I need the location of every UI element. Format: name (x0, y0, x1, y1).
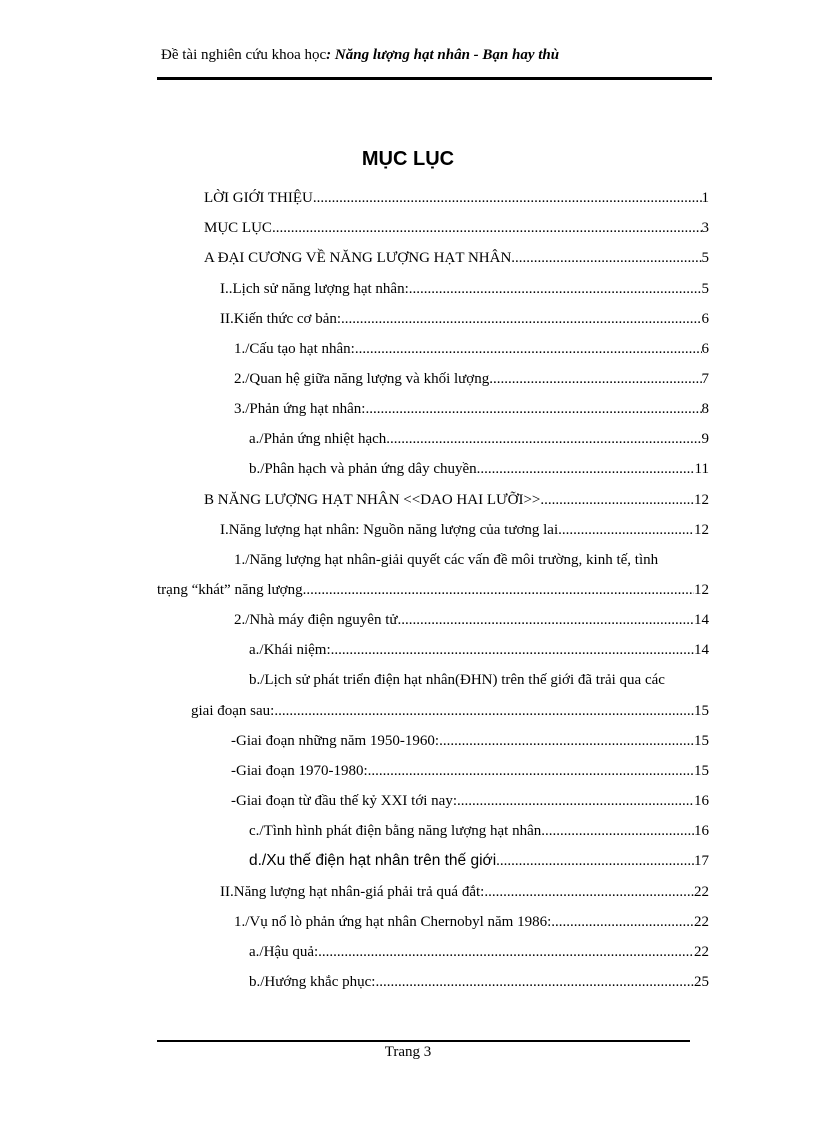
leader-dots (341, 308, 701, 330)
toc-entry[interactable] (157, 579, 709, 601)
leader-dots (368, 760, 694, 782)
toc-entry[interactable] (249, 941, 709, 963)
toc-entry[interactable] (249, 428, 709, 450)
toc-entry-page: 1 (701, 190, 709, 206)
toc-entry-page: 12 (694, 492, 709, 508)
leader-dots (541, 820, 694, 842)
toc-entry-page: 15 (694, 763, 709, 779)
toc-entry-label: A ĐẠI CƯƠNG VỀ NĂNG LƯỢNG HẠT NHÂN (204, 250, 512, 266)
leader-dots (272, 217, 702, 239)
toc-entry[interactable] (234, 368, 709, 390)
page-header (161, 47, 711, 64)
leader-dots (457, 790, 694, 812)
toc-entry-label: b./Hướng khắc phục: (249, 974, 376, 990)
toc-entry-label: 1./Cấu tạo hạt nhân: (234, 341, 355, 357)
toc-entry[interactable] (220, 308, 709, 330)
toc-entry-label: 3./Phản ứng hạt nhân: (234, 401, 366, 417)
leader-dots (313, 187, 702, 209)
toc-entry-label: a./Hậu quả: (249, 944, 319, 960)
toc-entry-page: 3 (701, 220, 709, 236)
toc-entry-page: 15 (694, 733, 709, 749)
toc-entry-label: II.Năng lượng hạt nhân-giá phải trả quá đắt: (220, 884, 485, 900)
toc-entry-page: 7 (701, 371, 709, 387)
toc-entry-page: 6 (701, 311, 709, 327)
toc-entry-label: II.Kiến thức cơ bản: (220, 311, 342, 327)
toc-entry-label: 2./Nhà máy điện nguyên tử (234, 612, 398, 628)
toc-entry[interactable] (231, 760, 709, 782)
toc-entry-label: -Giai đoạn những năm 1950-1960: (231, 733, 440, 749)
toc-entry[interactable] (220, 278, 709, 300)
leader-dots (558, 519, 694, 541)
toc-entry[interactable] (249, 458, 709, 480)
leader-dots (551, 911, 694, 933)
toc-entry-page: 14 (694, 612, 709, 628)
toc-entry-page: 6 (701, 341, 709, 357)
toc-entry-page: 15 (694, 703, 709, 719)
toc-entry-page: 25 (694, 974, 709, 990)
page-title: MỤC LỤC (361, 148, 455, 170)
toc-entry[interactable] (204, 217, 709, 239)
toc-entry[interactable] (220, 519, 709, 541)
toc-entry-label: b./Phân hạch và phản ứng dây chuyền (249, 461, 477, 477)
toc-entry-label: d./Xu thế điện hạt nhân trên thế giới (249, 852, 497, 869)
toc-entry-page: 9 (701, 431, 709, 447)
toc-entry-label: trạng “khát” năng lượng. (157, 582, 307, 598)
toc-entry[interactable] (249, 639, 709, 661)
page-number: Trang 3 (384, 1044, 432, 1060)
toc-entry[interactable] (204, 187, 709, 209)
toc-entry-label: B NĂNG LƯỢNG HẠT NHÂN <<DAO HAI LƯỠI>> (204, 492, 541, 508)
toc-entry[interactable] (204, 489, 709, 511)
toc-entry[interactable] (234, 398, 709, 420)
toc-entry-label: -Giai đoạn từ đầu thế kỷ XXI tới nay: (231, 793, 458, 809)
toc-entry-label: 2./Quan hệ giữa năng lượng và khối lượng (234, 371, 490, 387)
toc-entry-page: 17 (694, 853, 709, 869)
leader-dots (496, 850, 694, 872)
toc-entry-label: -Giai đoạn 1970-1980: (231, 763, 368, 779)
leader-dots (386, 428, 701, 450)
toc-entry[interactable] (231, 790, 709, 812)
leader-dots (409, 278, 702, 300)
toc-entry-first-line[interactable]: b./Lịch sử phát triển điện hạt nhân(ĐHN) trên thế giới đã trải qua các (249, 672, 665, 688)
toc-entry[interactable] (191, 700, 709, 722)
toc-entry-page: 22 (694, 884, 709, 900)
toc-entry-page: 22 (694, 944, 709, 960)
toc-entry-first-line[interactable]: 1./Năng lượng hạt nhân-giải quyết các vấn đề môi trường, kinh tế, tình (234, 552, 659, 568)
leader-dots (274, 700, 694, 722)
leader-dots (365, 398, 701, 420)
toc-entry-label: LỜI GIỚI THIỆU (204, 190, 313, 206)
toc-entry-label: giai đoạn sau: (191, 703, 275, 719)
leader-dots (540, 489, 694, 511)
leader-dots (439, 730, 694, 752)
toc-entry-label: I.Năng lượng hạt nhân: Nguồn năng lượng của tương lai (220, 522, 559, 538)
toc-entry-page: 5 (701, 250, 709, 266)
toc-entry-page: 16 (694, 823, 709, 839)
header-rule (157, 77, 712, 80)
leader-dots (484, 881, 694, 903)
toc-entry-page: 22 (694, 914, 709, 930)
toc-entry-label: a./Khái niệm: (249, 642, 331, 658)
toc-entry[interactable] (234, 338, 709, 360)
leader-dots (306, 579, 694, 601)
toc-entry[interactable] (234, 609, 709, 631)
toc-entry-page: 12 (694, 522, 709, 538)
leader-dots (355, 338, 702, 360)
toc-entry-label: 1./Vụ nổ lò phản ứng hạt nhân Chernobyl năm 1986: (234, 914, 552, 930)
leader-dots (318, 941, 694, 963)
toc-entry-page: 8 (701, 401, 709, 417)
leader-dots (489, 368, 701, 390)
leader-dots (398, 609, 694, 631)
toc-entry-page: 16 (694, 793, 709, 809)
toc-entry-label: a./Phản ứng nhiệt hạch (249, 431, 387, 447)
leader-dots (511, 247, 701, 269)
header-prefix: Đề tài nghiên cứu khoa học (161, 47, 327, 63)
toc-entry-page: 12 (694, 582, 709, 598)
toc-entry-page: 11 (694, 461, 709, 477)
toc-entry[interactable] (231, 730, 709, 752)
toc-entry-label: I..Lịch sử năng lượng hạt nhân: (220, 281, 409, 297)
leader-dots (375, 971, 694, 993)
toc-entry-page: 5 (701, 281, 709, 297)
toc-entry-page: 14 (694, 642, 709, 658)
toc-entry[interactable] (220, 881, 709, 903)
toc-entry[interactable] (249, 820, 709, 842)
toc-entry[interactable] (234, 911, 709, 933)
leader-dots (331, 639, 694, 661)
footer-rule (157, 1040, 690, 1042)
header-topic: : Năng lượng hạt nhân - Bạn hay thù (326, 47, 560, 63)
toc-entry-label: MỤC LỤC (204, 220, 272, 236)
toc-entry-label: c./Tình hình phát điện bằng năng lượng hạt nhân (249, 823, 542, 839)
toc-entry[interactable] (204, 247, 709, 269)
toc-entry[interactable] (249, 850, 709, 872)
leader-dots (477, 458, 695, 480)
toc-entry[interactable] (249, 971, 709, 993)
